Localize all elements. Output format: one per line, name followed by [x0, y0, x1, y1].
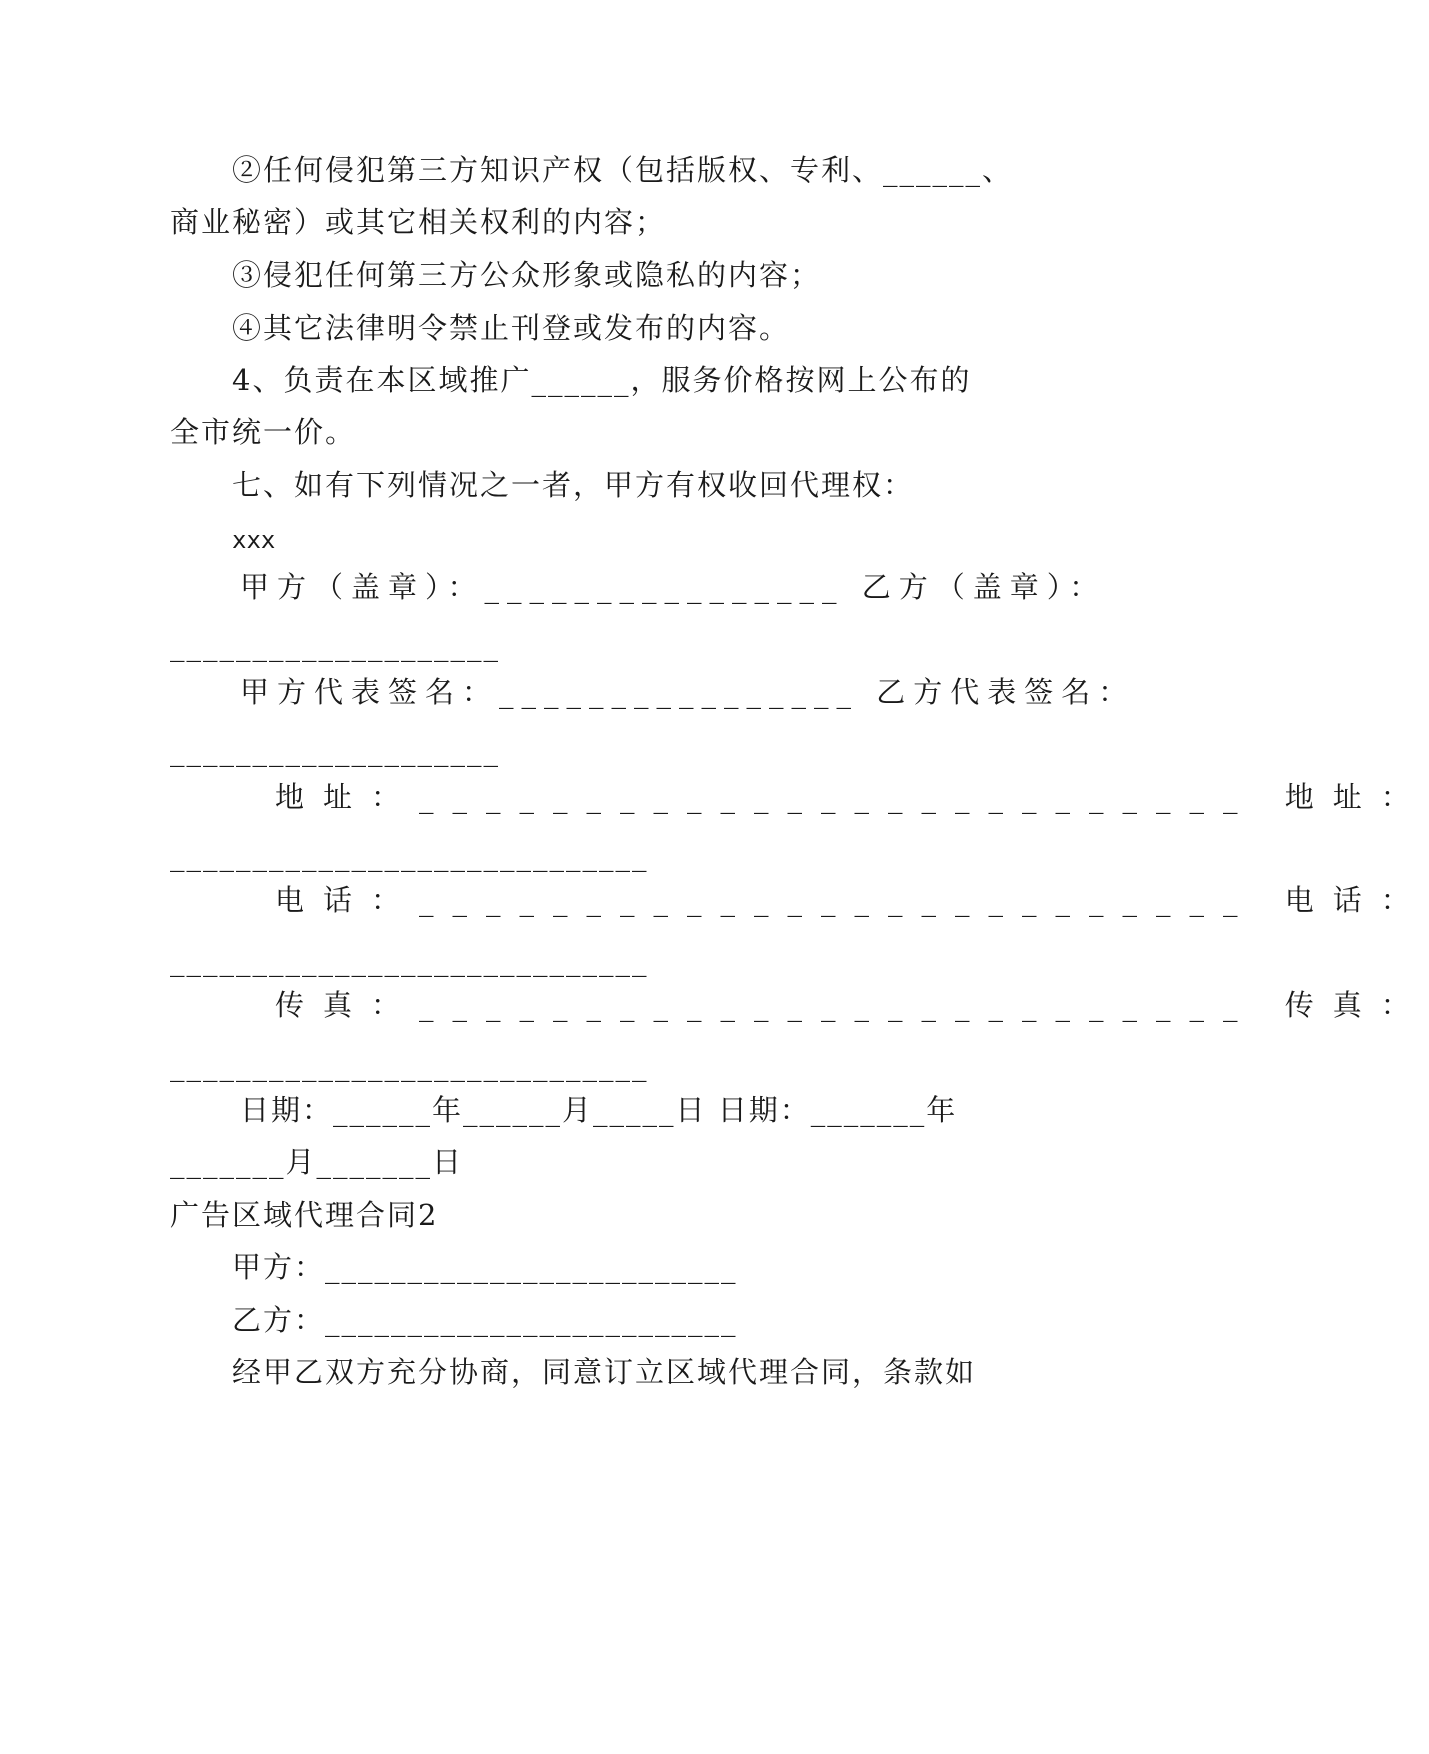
party-a-line: 甲方：_________________________ [232, 1250, 738, 1284]
party-b-line: 乙方：_________________________ [232, 1303, 738, 1337]
contract-2-title: 广告区域代理合同2 [170, 1198, 439, 1232]
signature-seal-line: 甲方（盖章）：________________ 乙方（盖章）： [240, 570, 1107, 604]
placeholder-text: xxx [232, 526, 276, 554]
address-line: 地址：_________________________ 地址： [275, 780, 1429, 814]
signature-seal-blank: ____________________ [170, 628, 500, 662]
clause-4: 4、负责在本区域推广______，服务价格按网上公布的 [232, 363, 972, 397]
clause-item-3: ③侵犯任何第三方公众形象或隐私的内容； [232, 258, 822, 292]
clause-item-4: ④其它法律明令禁止刊登或发布的内容。 [232, 311, 791, 345]
fax-line: 传真：_________________________ 传真： [275, 988, 1429, 1022]
clause-item-2: ②任何侵犯第三方知识产权（包括版权、专利、______、 [232, 153, 1014, 187]
agreement-intro: 经甲乙双方充分协商，同意订立区域代理合同，条款如 [232, 1355, 977, 1389]
clause-4-cont: 全市统一价。 [170, 415, 357, 449]
fax-blank: _____________________________ [170, 1048, 649, 1082]
representative-signature-blank: ____________________ [170, 733, 500, 767]
date-line: 日期：______年______月_____日 日期：_______年 [240, 1093, 958, 1127]
clause-item-2-cont: 商业秘密）或其它相关权利的内容； [170, 205, 667, 239]
date-line-cont: _______月_______日 [170, 1145, 464, 1179]
representative-signature-line: 甲方代表签名：________________ 乙方代表签名： [240, 675, 1136, 709]
section-7-heading: 七、如有下列情况之一者，甲方有权收回代理权： [232, 468, 915, 502]
phone-blank: _____________________________ [170, 943, 649, 977]
phone-line: 电话：_________________________ 电话： [275, 883, 1429, 917]
address-blank: _____________________________ [170, 838, 649, 872]
